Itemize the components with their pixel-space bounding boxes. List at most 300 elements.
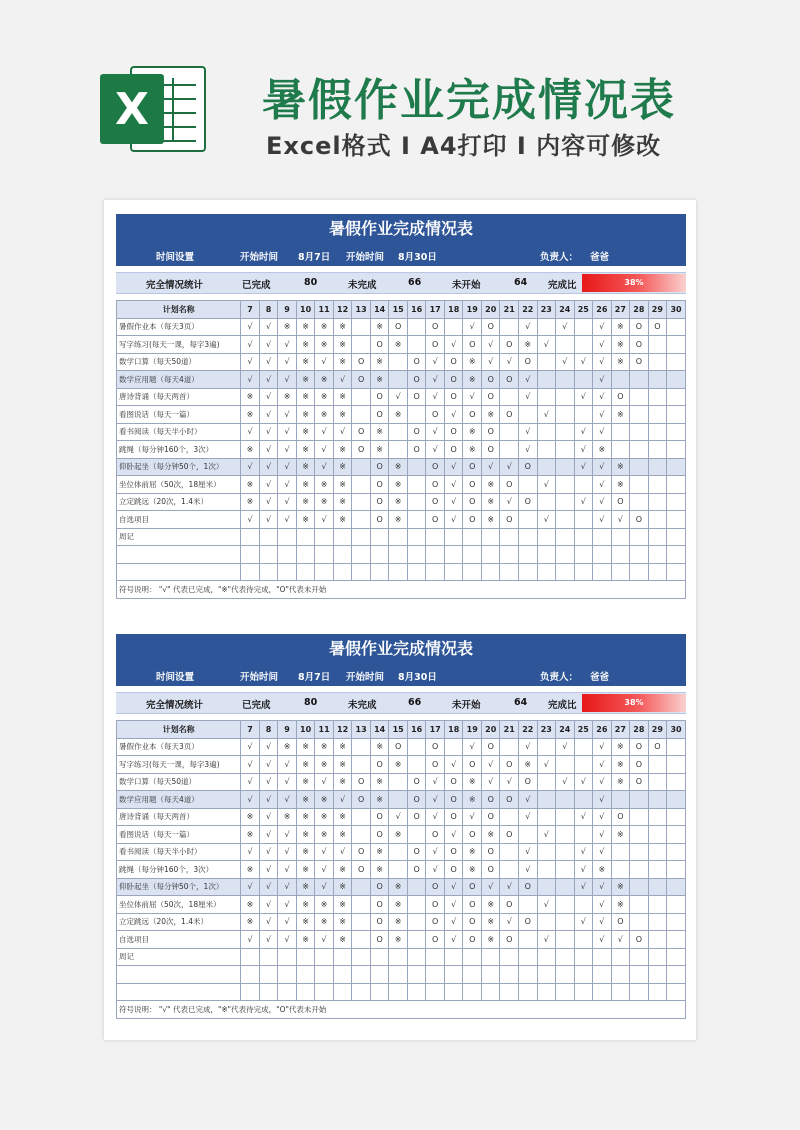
status-cell[interactable]: ※ <box>296 406 315 424</box>
status-cell[interactable]: O <box>444 423 463 441</box>
status-cell[interactable] <box>481 983 500 1001</box>
status-cell[interactable]: O <box>444 388 463 406</box>
plan-name[interactable]: 周记 <box>117 948 241 966</box>
status-cell[interactable]: √ <box>574 441 593 459</box>
status-cell[interactable] <box>352 476 371 494</box>
status-cell[interactable]: O <box>389 318 408 336</box>
status-cell[interactable] <box>426 546 445 564</box>
status-cell[interactable] <box>556 948 575 966</box>
status-cell[interactable] <box>648 861 667 879</box>
status-cell[interactable]: √ <box>259 406 278 424</box>
status-cell[interactable] <box>630 808 649 826</box>
status-cell[interactable] <box>667 353 686 371</box>
status-cell[interactable]: ※ <box>241 388 260 406</box>
status-cell[interactable] <box>241 528 260 546</box>
status-cell[interactable]: O <box>630 336 649 354</box>
status-cell[interactable]: √ <box>315 423 334 441</box>
status-cell[interactable] <box>389 773 408 791</box>
status-cell[interactable]: √ <box>444 826 463 844</box>
status-cell[interactable]: O <box>463 406 482 424</box>
status-cell[interactable] <box>426 983 445 1001</box>
status-cell[interactable]: ※ <box>611 756 630 774</box>
status-cell[interactable] <box>574 371 593 389</box>
status-cell[interactable]: √ <box>519 791 538 809</box>
status-cell[interactable] <box>648 511 667 529</box>
status-cell[interactable]: O <box>370 388 389 406</box>
status-cell[interactable]: √ <box>241 318 260 336</box>
status-cell[interactable] <box>574 476 593 494</box>
status-cell[interactable]: √ <box>315 843 334 861</box>
status-cell[interactable]: O <box>481 738 500 756</box>
status-cell[interactable]: ※ <box>463 353 482 371</box>
status-cell[interactable] <box>537 318 556 336</box>
status-cell[interactable]: √ <box>241 371 260 389</box>
status-cell[interactable] <box>463 983 482 1001</box>
status-cell[interactable]: ※ <box>481 913 500 931</box>
status-cell[interactable]: ※ <box>370 353 389 371</box>
status-cell[interactable] <box>296 983 315 1001</box>
status-cell[interactable] <box>574 336 593 354</box>
status-cell[interactable]: ※ <box>296 493 315 511</box>
status-cell[interactable]: O <box>519 773 538 791</box>
status-cell[interactable]: O <box>389 738 408 756</box>
status-cell[interactable]: √ <box>444 896 463 914</box>
status-cell[interactable] <box>667 843 686 861</box>
status-cell[interactable]: O <box>500 896 519 914</box>
status-cell[interactable]: √ <box>315 511 334 529</box>
status-cell[interactable]: √ <box>444 756 463 774</box>
status-cell[interactable]: ※ <box>370 423 389 441</box>
status-cell[interactable]: √ <box>537 931 556 949</box>
status-cell[interactable] <box>315 966 334 984</box>
status-cell[interactable] <box>593 528 612 546</box>
status-cell[interactable]: ※ <box>463 861 482 879</box>
status-cell[interactable] <box>352 948 371 966</box>
status-cell[interactable]: O <box>444 773 463 791</box>
status-cell[interactable]: O <box>630 353 649 371</box>
status-cell[interactable]: O <box>630 511 649 529</box>
status-cell[interactable]: ※ <box>296 756 315 774</box>
status-cell[interactable]: √ <box>241 738 260 756</box>
status-cell[interactable] <box>352 546 371 564</box>
status-cell[interactable] <box>407 318 426 336</box>
status-cell[interactable]: √ <box>444 511 463 529</box>
status-cell[interactable] <box>611 546 630 564</box>
status-cell[interactable] <box>426 563 445 581</box>
status-cell[interactable] <box>667 336 686 354</box>
status-cell[interactable]: ※ <box>315 476 334 494</box>
status-cell[interactable]: √ <box>241 511 260 529</box>
status-cell[interactable]: O <box>519 878 538 896</box>
status-cell[interactable]: √ <box>389 388 408 406</box>
status-cell[interactable] <box>296 948 315 966</box>
start-time-value[interactable]: 8月7日 <box>298 252 331 263</box>
status-cell[interactable] <box>556 476 575 494</box>
status-cell[interactable]: √ <box>241 791 260 809</box>
status-cell[interactable]: ※ <box>296 738 315 756</box>
status-cell[interactable] <box>574 406 593 424</box>
status-cell[interactable]: ※ <box>389 756 408 774</box>
status-cell[interactable] <box>241 563 260 581</box>
status-cell[interactable]: O <box>426 826 445 844</box>
status-cell[interactable] <box>667 371 686 389</box>
status-cell[interactable]: ※ <box>389 458 408 476</box>
status-cell[interactable]: ※ <box>519 336 538 354</box>
status-cell[interactable] <box>648 458 667 476</box>
status-cell[interactable]: √ <box>444 406 463 424</box>
status-cell[interactable]: ※ <box>333 896 352 914</box>
status-cell[interactable]: √ <box>426 423 445 441</box>
status-cell[interactable] <box>278 563 297 581</box>
status-cell[interactable]: O <box>481 808 500 826</box>
status-cell[interactable] <box>537 861 556 879</box>
status-cell[interactable] <box>315 528 334 546</box>
status-cell[interactable]: ※ <box>296 913 315 931</box>
status-cell[interactable]: √ <box>259 931 278 949</box>
status-cell[interactable] <box>667 738 686 756</box>
status-cell[interactable]: √ <box>259 476 278 494</box>
status-cell[interactable]: √ <box>574 843 593 861</box>
status-cell[interactable]: √ <box>593 336 612 354</box>
plan-name[interactable]: 看书阅读（每天半小时） <box>117 423 241 441</box>
status-cell[interactable]: √ <box>241 931 260 949</box>
status-cell[interactable]: O <box>370 896 389 914</box>
status-cell[interactable]: √ <box>574 353 593 371</box>
status-cell[interactable]: ※ <box>241 913 260 931</box>
status-cell[interactable]: O <box>407 791 426 809</box>
status-cell[interactable] <box>574 546 593 564</box>
status-cell[interactable]: O <box>407 371 426 389</box>
status-cell[interactable] <box>611 528 630 546</box>
status-cell[interactable]: O <box>426 913 445 931</box>
status-cell[interactable] <box>352 458 371 476</box>
status-cell[interactable]: ※ <box>241 406 260 424</box>
status-cell[interactable] <box>537 913 556 931</box>
status-cell[interactable] <box>407 476 426 494</box>
status-cell[interactable] <box>278 546 297 564</box>
status-cell[interactable] <box>556 388 575 406</box>
status-cell[interactable]: √ <box>593 406 612 424</box>
status-cell[interactable] <box>407 913 426 931</box>
status-cell[interactable]: ※ <box>389 878 408 896</box>
status-cell[interactable] <box>667 511 686 529</box>
status-cell[interactable]: √ <box>611 511 630 529</box>
status-cell[interactable]: √ <box>556 353 575 371</box>
status-cell[interactable]: ※ <box>241 826 260 844</box>
status-cell[interactable] <box>630 371 649 389</box>
status-cell[interactable] <box>537 423 556 441</box>
status-cell[interactable]: √ <box>278 406 297 424</box>
status-cell[interactable]: ※ <box>333 861 352 879</box>
status-cell[interactable]: ※ <box>241 441 260 459</box>
status-cell[interactable] <box>407 528 426 546</box>
status-cell[interactable]: √ <box>241 843 260 861</box>
status-cell[interactable]: √ <box>259 423 278 441</box>
end-time-value[interactable]: 8月30日 <box>398 672 437 683</box>
status-cell[interactable] <box>537 843 556 861</box>
status-cell[interactable]: √ <box>500 878 519 896</box>
status-cell[interactable] <box>537 878 556 896</box>
status-cell[interactable] <box>481 546 500 564</box>
status-cell[interactable] <box>667 826 686 844</box>
status-cell[interactable]: O <box>426 896 445 914</box>
status-cell[interactable]: O <box>407 388 426 406</box>
status-cell[interactable] <box>519 983 538 1001</box>
status-cell[interactable] <box>556 843 575 861</box>
status-cell[interactable]: O <box>648 318 667 336</box>
status-cell[interactable]: √ <box>315 878 334 896</box>
plan-name[interactable]: 暑假作业本（每天3页） <box>117 738 241 756</box>
status-cell[interactable]: ※ <box>296 843 315 861</box>
status-cell[interactable] <box>352 826 371 844</box>
status-cell[interactable] <box>556 808 575 826</box>
status-cell[interactable] <box>611 966 630 984</box>
status-cell[interactable]: √ <box>593 791 612 809</box>
status-cell[interactable] <box>333 528 352 546</box>
status-cell[interactable] <box>407 336 426 354</box>
status-cell[interactable] <box>574 738 593 756</box>
status-cell[interactable] <box>648 528 667 546</box>
status-cell[interactable] <box>630 546 649 564</box>
status-cell[interactable]: √ <box>278 756 297 774</box>
status-cell[interactable] <box>241 546 260 564</box>
status-cell[interactable] <box>444 738 463 756</box>
status-cell[interactable]: O <box>370 493 389 511</box>
status-cell[interactable]: O <box>352 371 371 389</box>
status-cell[interactable]: O <box>500 756 519 774</box>
status-cell[interactable] <box>593 983 612 1001</box>
status-cell[interactable]: O <box>519 458 538 476</box>
status-cell[interactable]: √ <box>593 318 612 336</box>
status-cell[interactable] <box>444 983 463 1001</box>
status-cell[interactable] <box>407 826 426 844</box>
status-cell[interactable]: √ <box>241 756 260 774</box>
status-cell[interactable] <box>500 423 519 441</box>
status-cell[interactable]: √ <box>315 861 334 879</box>
status-cell[interactable] <box>389 353 408 371</box>
status-cell[interactable]: ※ <box>370 791 389 809</box>
status-cell[interactable]: √ <box>278 861 297 879</box>
status-cell[interactable] <box>463 563 482 581</box>
status-cell[interactable] <box>370 546 389 564</box>
status-cell[interactable] <box>667 563 686 581</box>
status-cell[interactable] <box>389 843 408 861</box>
status-cell[interactable] <box>519 948 538 966</box>
status-cell[interactable] <box>352 388 371 406</box>
status-cell[interactable] <box>648 773 667 791</box>
status-cell[interactable] <box>537 791 556 809</box>
status-cell[interactable] <box>333 966 352 984</box>
status-cell[interactable] <box>648 983 667 1001</box>
status-cell[interactable]: √ <box>259 773 278 791</box>
status-cell[interactable] <box>296 528 315 546</box>
plan-name[interactable]: 自选项目 <box>117 931 241 949</box>
status-cell[interactable]: ※ <box>389 511 408 529</box>
status-cell[interactable]: ※ <box>463 371 482 389</box>
status-cell[interactable] <box>537 563 556 581</box>
status-cell[interactable] <box>500 808 519 826</box>
status-cell[interactable]: O <box>444 808 463 826</box>
status-cell[interactable] <box>444 528 463 546</box>
status-cell[interactable] <box>259 966 278 984</box>
status-cell[interactable]: √ <box>259 318 278 336</box>
status-cell[interactable] <box>630 896 649 914</box>
status-cell[interactable]: ※ <box>296 388 315 406</box>
status-cell[interactable]: ※ <box>333 878 352 896</box>
status-cell[interactable]: √ <box>593 476 612 494</box>
status-cell[interactable]: √ <box>259 826 278 844</box>
status-cell[interactable]: √ <box>278 476 297 494</box>
status-cell[interactable]: O <box>500 511 519 529</box>
status-cell[interactable] <box>241 966 260 984</box>
status-cell[interactable]: O <box>426 511 445 529</box>
status-cell[interactable]: √ <box>556 773 575 791</box>
status-cell[interactable]: O <box>426 493 445 511</box>
status-cell[interactable] <box>556 983 575 1001</box>
status-cell[interactable] <box>537 371 556 389</box>
status-cell[interactable]: ※ <box>463 843 482 861</box>
status-cell[interactable] <box>556 493 575 511</box>
status-cell[interactable]: √ <box>481 756 500 774</box>
status-cell[interactable] <box>574 563 593 581</box>
status-cell[interactable] <box>481 563 500 581</box>
status-cell[interactable] <box>315 563 334 581</box>
status-cell[interactable]: √ <box>259 336 278 354</box>
status-cell[interactable] <box>648 948 667 966</box>
status-cell[interactable]: √ <box>278 353 297 371</box>
status-cell[interactable] <box>574 511 593 529</box>
status-cell[interactable] <box>407 511 426 529</box>
status-cell[interactable]: ※ <box>611 738 630 756</box>
status-cell[interactable]: O <box>426 458 445 476</box>
status-cell[interactable] <box>556 791 575 809</box>
status-cell[interactable]: ※ <box>611 406 630 424</box>
status-cell[interactable] <box>537 966 556 984</box>
status-cell[interactable] <box>593 546 612 564</box>
plan-name[interactable]: 唐诗背诵（每天两首） <box>117 388 241 406</box>
status-cell[interactable]: ※ <box>481 406 500 424</box>
status-cell[interactable]: ※ <box>463 441 482 459</box>
status-cell[interactable]: √ <box>278 931 297 949</box>
status-cell[interactable] <box>352 738 371 756</box>
status-cell[interactable]: √ <box>426 441 445 459</box>
status-cell[interactable]: √ <box>444 336 463 354</box>
status-cell[interactable]: √ <box>537 826 556 844</box>
status-cell[interactable] <box>574 896 593 914</box>
status-cell[interactable]: O <box>500 826 519 844</box>
status-cell[interactable]: ※ <box>481 931 500 949</box>
status-cell[interactable]: O <box>444 441 463 459</box>
status-cell[interactable]: √ <box>593 353 612 371</box>
status-cell[interactable] <box>556 546 575 564</box>
end-time-value[interactable]: 8月30日 <box>398 252 437 263</box>
status-cell[interactable]: ※ <box>593 861 612 879</box>
status-cell[interactable]: O <box>481 791 500 809</box>
status-cell[interactable] <box>648 546 667 564</box>
status-cell[interactable]: O <box>426 476 445 494</box>
status-cell[interactable] <box>667 493 686 511</box>
status-cell[interactable] <box>611 563 630 581</box>
status-cell[interactable]: O <box>407 861 426 879</box>
status-cell[interactable] <box>611 983 630 1001</box>
status-cell[interactable] <box>648 476 667 494</box>
status-cell[interactable]: ※ <box>333 511 352 529</box>
status-cell[interactable]: √ <box>519 738 538 756</box>
status-cell[interactable]: O <box>630 931 649 949</box>
status-cell[interactable]: O <box>611 388 630 406</box>
status-cell[interactable] <box>407 563 426 581</box>
plan-name[interactable]: 仰卧起坐（每分钟50个，1次） <box>117 878 241 896</box>
status-cell[interactable]: √ <box>315 441 334 459</box>
status-cell[interactable]: ※ <box>315 336 334 354</box>
status-cell[interactable]: √ <box>259 441 278 459</box>
status-cell[interactable]: ※ <box>333 773 352 791</box>
status-cell[interactable] <box>370 528 389 546</box>
status-cell[interactable]: √ <box>574 423 593 441</box>
status-cell[interactable]: ※ <box>296 458 315 476</box>
status-cell[interactable]: √ <box>444 493 463 511</box>
status-cell[interactable]: O <box>463 511 482 529</box>
status-cell[interactable] <box>352 493 371 511</box>
status-cell[interactable]: O <box>370 913 389 931</box>
status-cell[interactable]: √ <box>481 878 500 896</box>
status-cell[interactable] <box>556 966 575 984</box>
status-cell[interactable]: √ <box>426 861 445 879</box>
owner-value[interactable]: 爸爸 <box>590 252 610 263</box>
status-cell[interactable] <box>370 563 389 581</box>
status-cell[interactable]: √ <box>500 913 519 931</box>
status-cell[interactable]: √ <box>426 371 445 389</box>
status-cell[interactable]: ※ <box>389 931 408 949</box>
status-cell[interactable] <box>537 493 556 511</box>
status-cell[interactable] <box>278 528 297 546</box>
status-cell[interactable]: ※ <box>481 493 500 511</box>
status-cell[interactable]: O <box>481 371 500 389</box>
status-cell[interactable]: √ <box>259 843 278 861</box>
status-cell[interactable] <box>463 966 482 984</box>
status-cell[interactable] <box>630 493 649 511</box>
status-cell[interactable]: O <box>426 756 445 774</box>
status-cell[interactable] <box>500 546 519 564</box>
status-cell[interactable] <box>611 843 630 861</box>
status-cell[interactable] <box>444 966 463 984</box>
status-cell[interactable]: ※ <box>333 931 352 949</box>
status-cell[interactable]: √ <box>278 878 297 896</box>
status-cell[interactable] <box>500 843 519 861</box>
status-cell[interactable]: ※ <box>463 423 482 441</box>
status-cell[interactable]: √ <box>537 476 556 494</box>
status-cell[interactable] <box>667 441 686 459</box>
status-cell[interactable] <box>667 931 686 949</box>
status-cell[interactable] <box>667 791 686 809</box>
status-cell[interactable] <box>500 441 519 459</box>
status-cell[interactable] <box>648 931 667 949</box>
status-cell[interactable] <box>648 878 667 896</box>
status-cell[interactable]: ※ <box>333 353 352 371</box>
status-cell[interactable]: ※ <box>333 493 352 511</box>
status-cell[interactable]: √ <box>593 511 612 529</box>
status-cell[interactable]: O <box>630 756 649 774</box>
status-cell[interactable] <box>556 441 575 459</box>
status-cell[interactable]: O <box>481 441 500 459</box>
status-cell[interactable] <box>574 826 593 844</box>
status-cell[interactable] <box>574 318 593 336</box>
status-cell[interactable] <box>389 371 408 389</box>
status-cell[interactable]: √ <box>426 791 445 809</box>
status-cell[interactable] <box>407 756 426 774</box>
start-time-value[interactable]: 8月7日 <box>298 672 331 683</box>
status-cell[interactable]: O <box>481 861 500 879</box>
